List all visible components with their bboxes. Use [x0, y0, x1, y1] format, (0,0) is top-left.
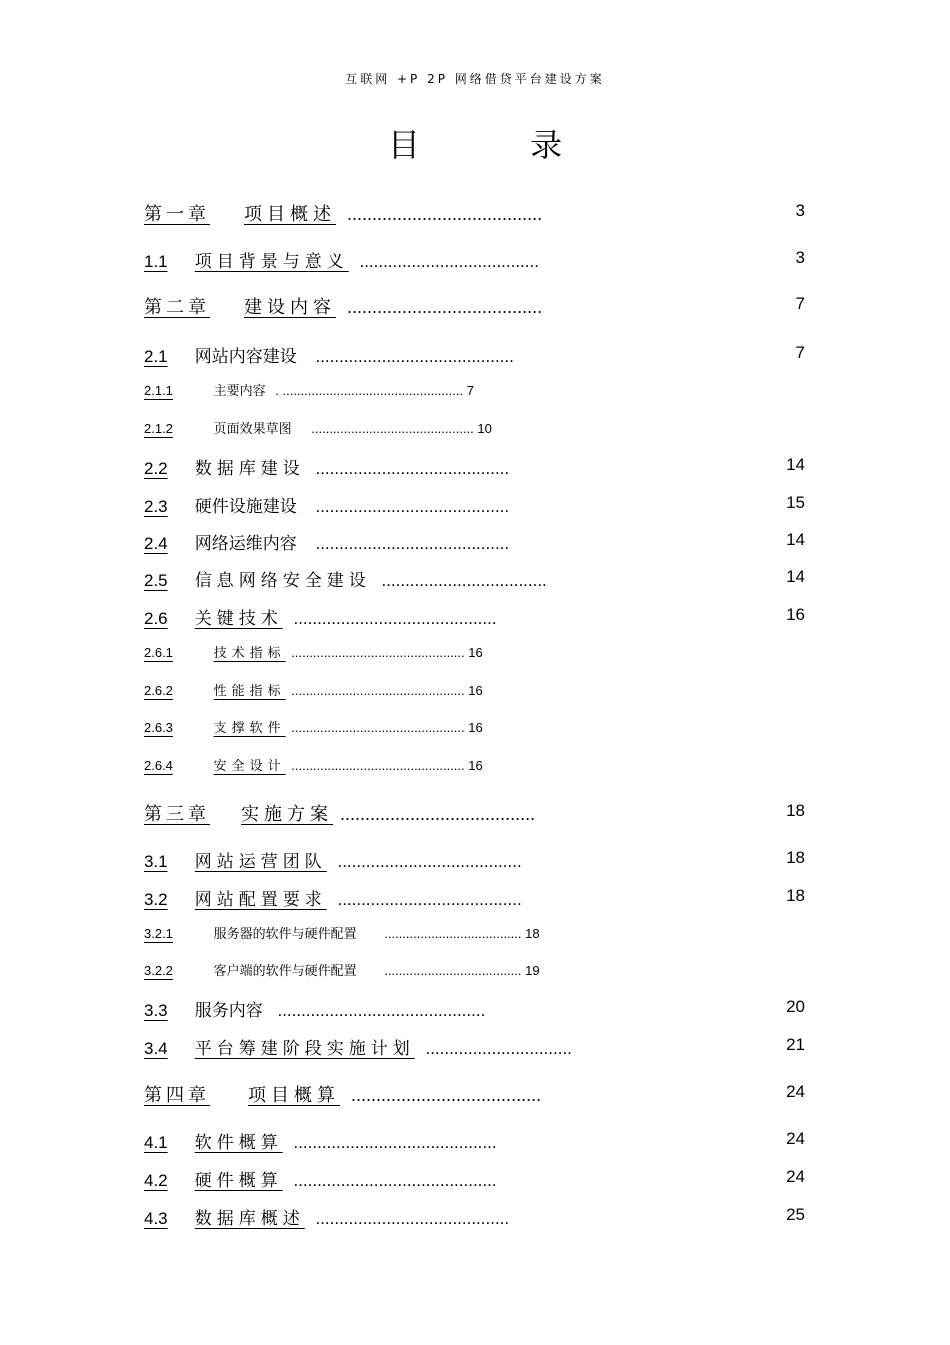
toc-number: 1.1 — [144, 252, 168, 271]
toc-page: 21 — [786, 1035, 805, 1054]
toc-number: 3.2 — [144, 890, 168, 909]
toc-dots: ................................................ 16 — [291, 645, 483, 660]
toc-page: 24 — [786, 1129, 805, 1148]
toc-label: 项目背景与意义 — [194, 252, 349, 272]
toc-page: 24 — [786, 1167, 805, 1186]
toc-subsection-2-1-2[interactable] — [144, 418, 492, 437]
toc-dots: ....................................... — [347, 297, 543, 317]
toc-section-1-1[interactable] — [144, 247, 539, 272]
toc-label: 项目概述 — [244, 204, 337, 224]
toc-label: 性能指标 — [213, 684, 286, 699]
toc-number: 4.1 — [144, 1133, 168, 1152]
toc-dots: ...................................... — [351, 1085, 542, 1105]
toc-section-2-2[interactable] — [144, 454, 509, 479]
toc-page: 3 — [795, 248, 805, 267]
toc-dots: ................................................ 16 — [291, 683, 483, 698]
toc-dots: ....................................... — [337, 852, 522, 871]
toc-section-4-3[interactable] — [144, 1204, 509, 1229]
page-header: 互联网 +P 2P 网络借贷平台建设方案 — [345, 72, 605, 86]
toc-page: 7 — [795, 343, 805, 362]
toc-label: 软件概算 — [194, 1133, 283, 1153]
toc-dots: ................................................ 16 — [291, 720, 483, 735]
toc-label: 客户端的软件与硬件配置 — [213, 964, 357, 979]
toc-label: 平台筹建阶段实施计划 — [194, 1039, 415, 1059]
toc-dots: ......................................... — [315, 459, 510, 478]
toc-dots: ......................................... — [315, 534, 510, 553]
toc-label: 硬件概算 — [194, 1171, 283, 1191]
toc-page: 20 — [786, 997, 805, 1016]
toc-number: 2.5 — [144, 571, 168, 590]
toc-number: 2.6 — [144, 609, 168, 628]
toc-dots: ............................... — [425, 1039, 572, 1058]
toc-number: 4.3 — [144, 1209, 168, 1228]
toc-dots: ........................................... — [293, 1171, 497, 1190]
toc-dots: ............................................ — [277, 1001, 486, 1020]
toc-page: 7 — [795, 294, 805, 313]
toc-subsection-2-1-1[interactable] — [144, 380, 474, 399]
toc-subsection-2-6-3[interactable] — [144, 717, 483, 736]
toc-dots: ....................................... — [347, 204, 543, 224]
toc-dots: ...................................... 18 — [384, 926, 540, 941]
toc-page: 15 — [786, 493, 805, 512]
toc-number: 第四章 — [144, 1085, 210, 1106]
toc-dots: ....................................... — [340, 804, 536, 824]
toc-dots: ....................................... — [337, 890, 522, 909]
toc-label: 安全设计 — [213, 759, 286, 774]
toc-dots: . .................................................. 7 — [275, 383, 474, 398]
toc-number: 3.1 — [144, 852, 168, 871]
toc-label: 主要内容 — [213, 384, 266, 399]
toc-number: 第二章 — [144, 297, 210, 318]
toc-number: 2.1 — [144, 347, 168, 366]
toc-dots: ................................................ 16 — [291, 758, 483, 773]
toc-number: 第一章 — [144, 204, 210, 225]
toc-number: 3.2.1 — [144, 926, 173, 941]
toc-page: 3 — [795, 201, 805, 220]
toc-number: 2.6.1 — [144, 645, 173, 660]
toc-page: 18 — [786, 801, 805, 820]
toc-subsection-2-6-2[interactable] — [144, 680, 483, 699]
toc-label: 关键技术 — [194, 609, 283, 629]
toc-dots: .......................................... — [315, 347, 514, 366]
toc-number: 2.2 — [144, 459, 168, 478]
toc-label: 支撑软件 — [213, 721, 286, 736]
toc-dots: ......................................... — [315, 1209, 510, 1228]
toc-number: 2.6.4 — [144, 758, 173, 773]
toc-section-2-6[interactable] — [144, 604, 497, 629]
toc-chapter-1[interactable] — [144, 200, 542, 226]
toc-section-4-2[interactable] — [144, 1166, 497, 1191]
toc-page: 14 — [786, 530, 805, 549]
toc-chapter-4[interactable] — [144, 1081, 541, 1107]
toc-page: 25 — [786, 1205, 805, 1224]
toc-section-2-1[interactable] — [144, 342, 514, 367]
toc-label: 项目概算 — [248, 1085, 341, 1105]
toc-number: 4.2 — [144, 1171, 168, 1190]
toc-label: 数据库概述 — [194, 1209, 305, 1229]
toc-page: 14 — [786, 455, 805, 474]
page-title: 目 录 — [387, 126, 613, 164]
toc-section-3-1[interactable] — [144, 847, 522, 872]
toc-label: 技术指标 — [213, 646, 286, 661]
toc-section-3-2[interactable] — [144, 885, 522, 910]
toc-dots: ...................................... 19 — [384, 963, 540, 978]
toc-page: 14 — [786, 567, 805, 586]
toc-number: 2.6.2 — [144, 683, 173, 698]
toc-label: 网络运维内容 — [194, 534, 297, 554]
toc-label: 硬件设施建设 — [194, 497, 297, 517]
toc-number: 3.3 — [144, 1001, 168, 1020]
toc-subsection-3-2-1[interactable] — [144, 923, 540, 942]
toc-label: 数据库建设 — [194, 459, 305, 479]
toc-label: 页面效果草图 — [213, 422, 292, 437]
toc-label: 服务器的软件与硬件配置 — [213, 927, 357, 942]
toc-section-3-4[interactable] — [144, 1034, 572, 1059]
toc-number: 3.4 — [144, 1039, 168, 1058]
toc-section-2-4[interactable] — [144, 529, 509, 554]
toc-label: 网站配置要求 — [194, 890, 327, 910]
toc-subsection-3-2-2[interactable] — [144, 960, 540, 979]
toc-dots: ............................................. 10 — [311, 421, 492, 436]
toc-dots: ................................... — [381, 571, 547, 590]
toc-label: 实施方案 — [241, 804, 334, 824]
toc-page: 16 — [786, 605, 805, 624]
toc-page: 18 — [786, 886, 805, 905]
toc-label: 建设内容 — [244, 297, 337, 317]
toc-subsection-2-6-1[interactable] — [144, 642, 483, 661]
toc-number: 2.1.1 — [144, 383, 173, 398]
toc-subsection-2-6-4[interactable] — [144, 755, 483, 774]
toc-dots: ...................................... — [359, 252, 539, 271]
toc-number: 2.6.3 — [144, 720, 173, 735]
toc-label: 网站内容建设 — [194, 347, 297, 367]
toc-dots: ........................................... — [293, 1133, 497, 1152]
toc-chapter-2[interactable] — [144, 293, 542, 319]
toc-number: 第三章 — [144, 804, 210, 825]
toc-label: 服务内容 — [194, 1001, 263, 1021]
toc-number: 3.2.2 — [144, 963, 173, 978]
toc-number: 2.4 — [144, 534, 168, 553]
toc-page: 24 — [786, 1082, 805, 1101]
toc-section-4-1[interactable] — [144, 1128, 497, 1153]
toc-section-2-5[interactable] — [144, 566, 547, 591]
toc-number: 2.3 — [144, 497, 168, 516]
toc-label: 信息网络安全建设 — [194, 571, 371, 591]
toc-section-3-3[interactable] — [144, 996, 485, 1021]
toc-chapter-3[interactable] — [144, 800, 535, 826]
toc-number: 2.1.2 — [144, 421, 173, 436]
toc-dots: ........................................... — [293, 609, 497, 628]
toc-label: 网站运营团队 — [194, 852, 327, 872]
toc-section-2-3[interactable] — [144, 492, 509, 517]
toc-dots: ......................................... — [315, 497, 510, 516]
toc-page: 18 — [786, 848, 805, 867]
